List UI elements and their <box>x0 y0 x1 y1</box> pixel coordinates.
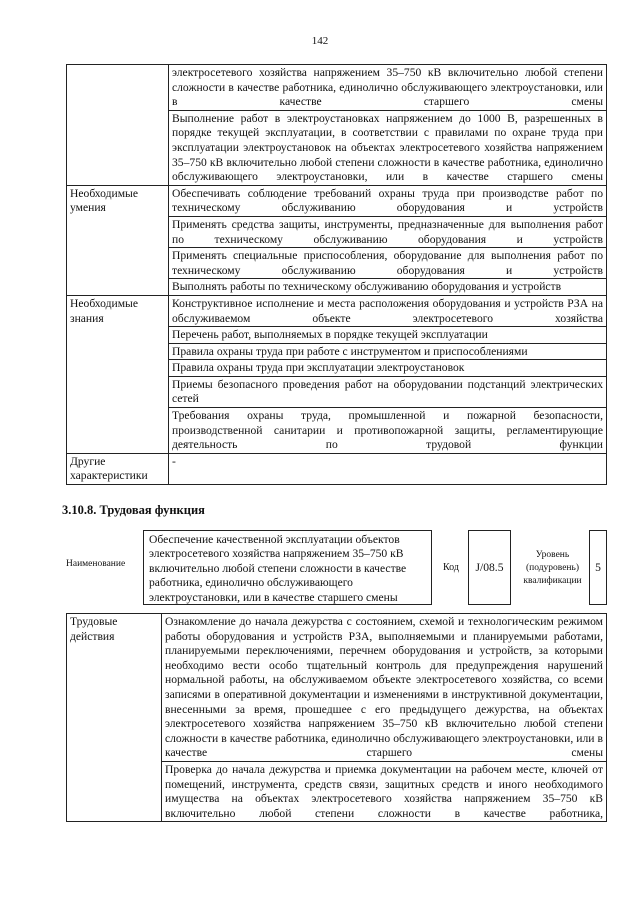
level-label: Уровень (подуровень) квалификации <box>523 550 582 586</box>
row-label: Трудовые действия <box>67 614 162 822</box>
table-row <box>67 453 607 484</box>
code-label: Код <box>443 562 459 573</box>
table-row <box>67 65 607 111</box>
row-text: Ознакомление до начала дежурства с состоянием, схемой и технологическим режимом работы оборудования и устройств РЗА, выполняемыми и планируемыми работами, планируемыми переключениями, перечнем оборудования и устройств, за которыми необходимо вести особо тщательный контроль для предупреждения нарушений нормальной работы, на обслуживаемом объекте электросетевого хозяйства, со всеми записями в оперативной документации и изменениями в инструктивной документации, внесенными за время, прошедшее с его предыдущего дежурства, на объектах электросетевого хозяйства напряжением 35–750 кВ включительно любой степени сложности в качестве работника, единолично обслуживающего электроустановки, или в качестве старшего смены <box>162 614 607 762</box>
function-name-box: Обеспечение качественной эксплуатации объектов электросетевого хозяйства напряжением 35–750 кВ включительно любой степени сложности в качестве работника, единолично обслуживающего электроустановки, или в качестве старшего смены <box>143 530 432 605</box>
table-row <box>67 295 607 326</box>
code-box <box>468 530 511 605</box>
row-text: Применять средства защиты, инструменты, предназначенные для выполнения работ по техническому обслуживанию оборудования и устройств <box>169 216 607 247</box>
row-text: электросетевого хозяйства напряжением 35–750 кВ включительно любой степени сложности в качестве работника, единолично обслуживающего электроустановки, или в качестве старшего смены <box>169 65 607 111</box>
table-row <box>67 614 607 762</box>
row-label <box>67 65 169 186</box>
code-value: J/08.5 <box>475 561 504 574</box>
row-text: Проверка до начала дежурства и приемка документации на рабочем месте, ключей от помещений, инструмента, средств связи, защитных средств и иного необходимого имущества на объектах электросетевого хозяйства напряжением 35–750 кВ включительно любой степени сложности в качестве работника, <box>162 761 607 821</box>
section-heading: 3.10.8. Трудовая функция <box>62 503 205 517</box>
row-text: Правила охраны труда при работе с инструментом и приспособлениями <box>169 343 607 360</box>
row-text: Конструктивное исполнение и места расположения оборудования и устройств РЗА на обслуживаемом объекте электросетевого хозяйства <box>169 295 607 326</box>
row-label: Необходимые умения <box>67 185 169 295</box>
row-text: Обеспечивать соблюдение требований охраны труда при производстве работ по техническому обслуживанию оборудования и устройств <box>169 185 607 216</box>
row-text: Выполнять работы по техническому обслуживанию оборудования и устройств <box>169 279 607 296</box>
row-text: Приемы безопасного проведения работ на оборудовании подстанций электрических сетей <box>169 376 607 407</box>
row-text: Выполнение работ в электроустановках напряжением до 1000 В, разрешенных в порядке текущей эксплуатации, в соответствии с правилами по охране труда при эксплуатации электроустановок на объектах электросетевого хозяйства напряжением 35–750 кВ включительно любой степени сложности в качестве работника, единолично обслуживающего электроустановки, или в качестве старшего смены <box>169 110 607 185</box>
row-label: Необходимые знания <box>67 295 169 453</box>
name-label: Наименование <box>66 559 126 569</box>
level-value: 5 <box>595 561 601 574</box>
table-row <box>67 185 607 216</box>
row-text: Требования охраны труда, промышленной и пожарной безопасности, производственной санитарии и противопожарной защиты, регламентирующие деятельность по трудовой функции <box>169 408 607 454</box>
level-box <box>589 530 607 605</box>
row-text: - <box>169 453 607 484</box>
row-text: Применять специальные приспособления, оборудование для выполнения работ по техническому обслуживанию оборудования и устройств <box>169 248 607 279</box>
row-label: Другие характеристики <box>67 453 169 484</box>
requirements-table <box>66 64 607 485</box>
row-text: Перечень работ, выполняемых в порядке текущей эксплуатации <box>169 327 607 344</box>
row-text: Правила охраны труда при эксплуатации электроустановок <box>169 360 607 377</box>
labor-actions-table <box>66 613 607 822</box>
page-number: 142 <box>311 35 329 47</box>
